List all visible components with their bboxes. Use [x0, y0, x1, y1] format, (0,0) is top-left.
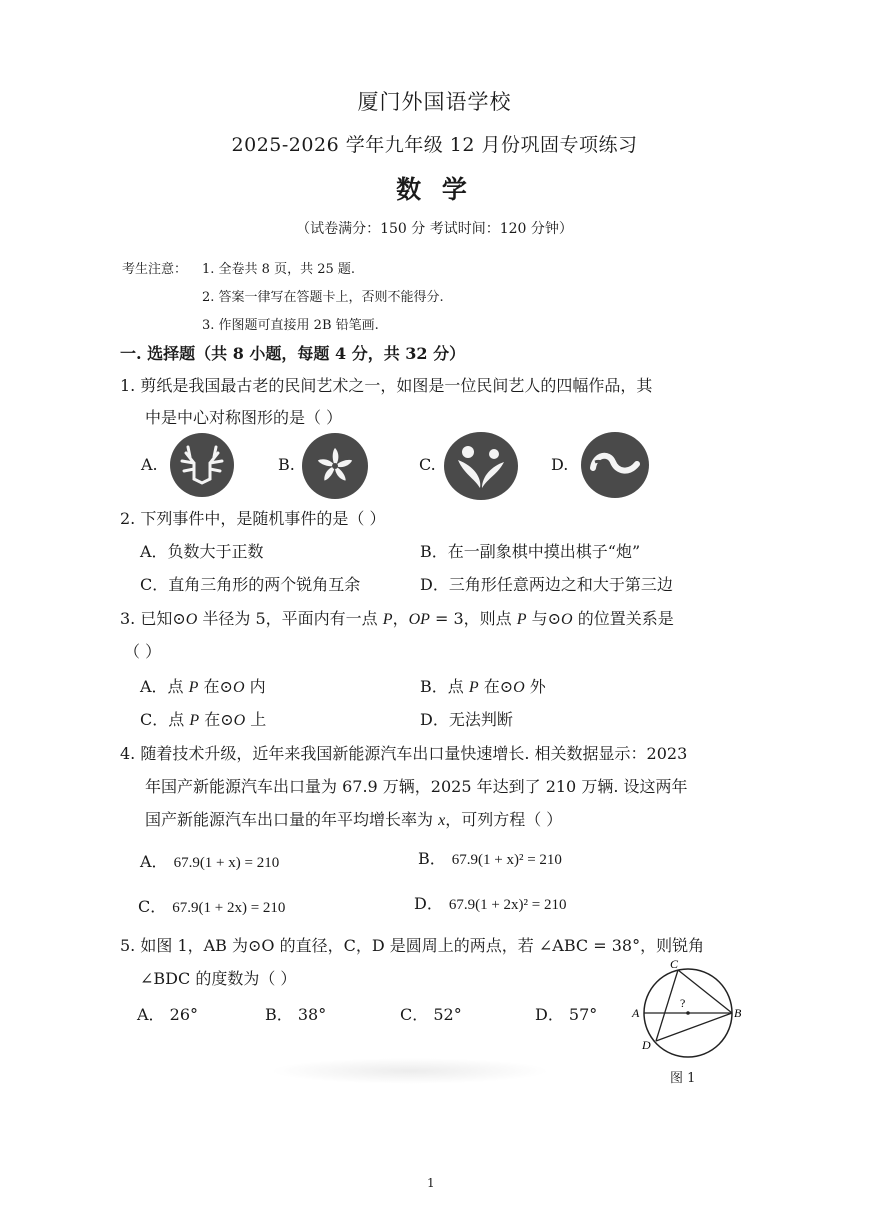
- label-a: A: [632, 1006, 640, 1020]
- q1-option-a-label: A.: [141, 455, 158, 474]
- scan-smudge: [270, 1058, 550, 1084]
- q2-option-d: D．三角形任意两边之和大于第三边: [420, 575, 673, 594]
- q3-line1: 3. 已知⊙O 半径为 5，平面内有一点 P，OP = 3，则点 P 与⊙O 的位置关系是: [120, 609, 674, 628]
- q4-line2: 年国产新能源汽车出口量为 67.9 万辆，2025 年达到了 210 万辆. 设这两年: [145, 777, 688, 796]
- section-title: 一. 选择题（共 8 小题，每题 4 分，共 32 分）: [120, 344, 466, 363]
- figure-caption: 图 1: [670, 1071, 696, 1086]
- q1-line2: 中是中心对称图形的是（ ）: [145, 408, 343, 427]
- q5-line2: ∠BDC 的度数为（ ）: [140, 969, 297, 988]
- note-item-1: 1. 全卷共 8 页，共 25 题.: [202, 262, 356, 277]
- q4-line1: 4. 随着技术升级，近年来我国新能源汽车出口量快速增长. 相关数据显示：2023: [120, 744, 688, 763]
- note-item-2: 2. 答案一律写在答题卡上，否则不能得分.: [202, 290, 444, 305]
- antler-icon: [170, 433, 234, 497]
- exam-info: （试卷满分：150 分 考试时间：120 分钟）: [296, 221, 573, 237]
- q2-option-b: B．在一副象棋中摸出棋子“炮”: [420, 542, 641, 561]
- q1-line1: 1. 剪纸是我国最古老的民间艺术之一，如图是一位民间艺人的四幅作品，其: [120, 376, 653, 395]
- q4-option-a: A． 67.9(1 + x) = 210: [140, 852, 280, 871]
- q2-option-c: C．直角三角形的两个锐角互余: [140, 575, 361, 594]
- notes-label: 考生注意：: [122, 262, 188, 277]
- q5-option-a: A． 26°: [137, 1005, 199, 1024]
- q4-option-b: B． 67.9(1 + x)² = 210: [418, 849, 562, 868]
- label-c: C: [670, 957, 679, 971]
- q4-option-c: C． 67.9(1 + 2x) = 210: [138, 897, 286, 916]
- q5-line1: 5. 如图 1，AB 为⊙O 的直径，C，D 是圆周上的两点，若 ∠ABC = 38°，则锐角: [120, 936, 705, 955]
- q2-stem: 2. 下列事件中，是随机事件的是（ ）: [120, 509, 386, 528]
- q3-line2: （ ）: [124, 642, 162, 661]
- page-number: 1: [427, 1176, 435, 1190]
- q3-option-a: A．点 P 在⊙O 内: [140, 677, 266, 696]
- q3-option-c: C．点 P 在⊙O 上: [140, 710, 267, 729]
- exam-title: 2025-2026 学年九年级 12 月份巩固专项练习: [231, 134, 638, 156]
- q3-option-d: D．无法判断: [420, 710, 513, 729]
- bauhinia-icon: [302, 433, 368, 499]
- q1-option-d-label: D.: [551, 455, 569, 474]
- note-item-3: 3. 作图题可直接用 2B 铅笔画.: [202, 318, 379, 333]
- subject-title: 数 学: [396, 175, 473, 204]
- q1-option-c-label: C.: [419, 455, 436, 474]
- q4-option-d: D． 67.9(1 + 2x)² = 210: [414, 894, 567, 913]
- label-d: D: [642, 1038, 651, 1052]
- label-question: ?: [680, 996, 686, 1010]
- q4-line3: 国产新能源汽车出口量的年平均增长率为 x，可列方程（ ）: [145, 810, 563, 829]
- q2-option-a: A．负数大于正数: [140, 542, 264, 561]
- q5-option-d: D． 57°: [535, 1005, 598, 1024]
- swirl-icon: [581, 432, 649, 498]
- label-b: B: [734, 1006, 742, 1020]
- figures-icon: [444, 432, 518, 500]
- q1-option-b-label: B.: [278, 455, 295, 474]
- school-name: 厦门外国语学校: [357, 90, 512, 114]
- q3-option-b: B．点 P 在⊙O 外: [420, 677, 546, 696]
- q5-option-c: C． 52°: [400, 1005, 462, 1024]
- q5-option-b: B． 38°: [265, 1005, 327, 1024]
- circle-figure: [628, 955, 748, 1065]
